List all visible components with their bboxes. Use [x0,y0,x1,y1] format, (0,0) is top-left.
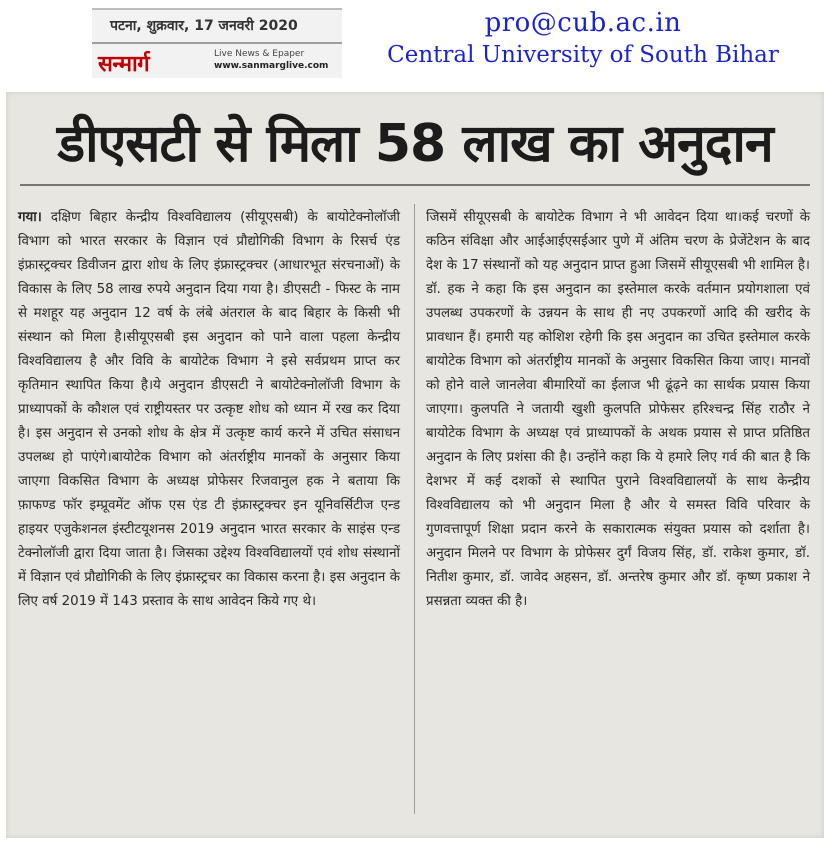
university-name: Central University of South Bihar [387,42,779,68]
article-column-left [18,206,400,614]
newspaper-logo: सन्मार्ग [98,51,150,77]
newspaper-masthead [92,8,342,78]
tagline: Live News & Epaper [214,49,305,59]
column-divider [414,204,415,814]
contact-block [353,6,813,70]
dateline-place: गया। [18,210,42,225]
article-paragraph-left [18,206,400,614]
dateline: पटना, शुक्रवार, 17 जनवरी 2020 [110,18,298,34]
headline: डीएसटी से मिला 58 लाख का अनुदान [57,114,773,174]
news-clipping [6,92,824,838]
website-url: www.sanmarglive.com [214,61,329,71]
masthead-info [214,48,328,72]
right-column-text: जिसमें सीयूएसबी के बायोटेक विभाग ने भी आवेदन दिया था।कई चरणों के कठिन संविक्षा और आईआईएसईआर पुणे में अंतिम चरण के प्रेजेंटेशन के बाद देश के 17 संस्थानों को यह अनुदान प्राप्त हुआ जिसमें सीयूएसबी भी शामिल है। डॉ. हक ने कहा कि इस अनुदान का इस्तेमाल करके वर्तमान प्रयोगशाला एवं उपलब्ध उपकरणों के उन्नयन के साथ ही नए उपकरणों आदि की खरीद के प्रावधान हैं। हमारी यह कोशिश रहेगी कि इस अनुदान का उचित इस्तेमाल करके बायोटेक विभाग को अंतर्राष्ट्रीय मानकों के अनुसार विकसित किया जाए। मानवों को होने वाले जानलेवा बीमारियों का ईलाज भी ढूंढ़ने का सार्थक प्रयास किया जाएगा। कुलपति ने जतायी खुशी कुलपति प्रोफेसर हरिश्चन्द्र सिंह राठौर ने बायोटेक विभाग के अध्यक्ष एवं प्राध्यापकों के अथक प्रयास से प्राप्त प्रतिष्ठित अनुदान के लिए प्रशंसा की है। उन्होंने कहा कि ये हमारे लिए गर्व की बात है कि देशभर में कई दशकों से स्थापित पुराने विश्वविद्यालयों के साथ केन्द्रीय विश्वविद्यालय को भी अनुदान मिला है और ये समस्त विवि परिवार के गुणवत्तापूर्ण शिक्षा प्रदान करने के सकारात्मक संयुक्त प्रयास को दर्शाता है। अनुदान मिलने पर विभाग के प्रोफेसर दुर्गं विजय सिंह, डॉ. राकेश कुमार, डॉ. नितीश कुमार, डॉ. जावेद अहसन, डॉ. अन्तरेष कुमार और डॉ. कृष्ण प्रकाश ने प्रसन्नता व्यक्त की है। [426,210,810,609]
masthead-divider [92,42,342,44]
contact-email: pro@cub.ac.in [484,8,682,38]
headline-divider [20,184,810,186]
article-column-right [426,206,810,614]
left-column-text: दक्षिण बिहार केन्द्रीय विश्वविद्यालय (सीयूएसबी) के बायोटेक्नोलॉजी विभाग को भारत सरकार के विज्ञान एवं प्रौद्योगिकी विभाग के रिसर्च एंड इंफ्रास्ट्रक्चर डिवीजन द्वारा शोध के लिए इंफ्रास्ट्रक्चर (आधारभूत संरचनाओं) के विकास के लिए 58 लाख रुपये अनुदान दिया गया है। डीएसटी - फिस्ट के नाम से मशहूर यह अनुदान 12 वर्ष के लंबे अंतराल के बाद बिहार के किसी भी संस्थान को मिला है।सीयूएसबी इस अनुदान को पाने वाला पहला केन्द्रीय विश्वविद्यालय है और विवि के बायोटेक विभाग ने इसे सर्वप्रथम प्राप्त कर कृतिमान स्थापित किया है।ये अनुदान डीएसटी ने बायोटेक्नोलॉजी विभाग के प्राध्यापकों के कौशल एवं राष्ट्रीयस्तर पर उत्कृष्ट शोध को ध्यान में रख कर दिया है। इस अनुदान से उनको शोध के क्षेत्र में उत्कृष्ट कार्य करने में उचित संसाधन उपलब्ध हो पाएंगे।बायोटेक विभाग को अंतर्राष्ट्रीय मानकों के अनुसार किया जाएगा विकसित विभाग के अध्यक्ष प्रोफेसर रिजवानुल हक ने बताया कि फ़ाफण्ड फॉर इम्प्रूवमेंट ऑफ एस एंड टी इंफ्रास्ट्रक्चर इन यूनिवर्सिटीज एन्ड हाइयर एजुकेशनल इंस्टीटयूशनस 2019 अनुदान भारत सरकार के साइंस एन्ड टेक्नोलॉजी द्वारा दिया जाता है। जिसका उद्देश्य विश्वविद्यालयों एवं शोध संस्थानों में विज्ञान एवं प्रौद्योगिकी के लिए इंफ्रास्ट्रचर का विकास करना है। इस अनुदान के लिए वर्ष 2019 में 143 प्रस्ताव के साथ आवेदन किये गए थे। [18,210,400,609]
